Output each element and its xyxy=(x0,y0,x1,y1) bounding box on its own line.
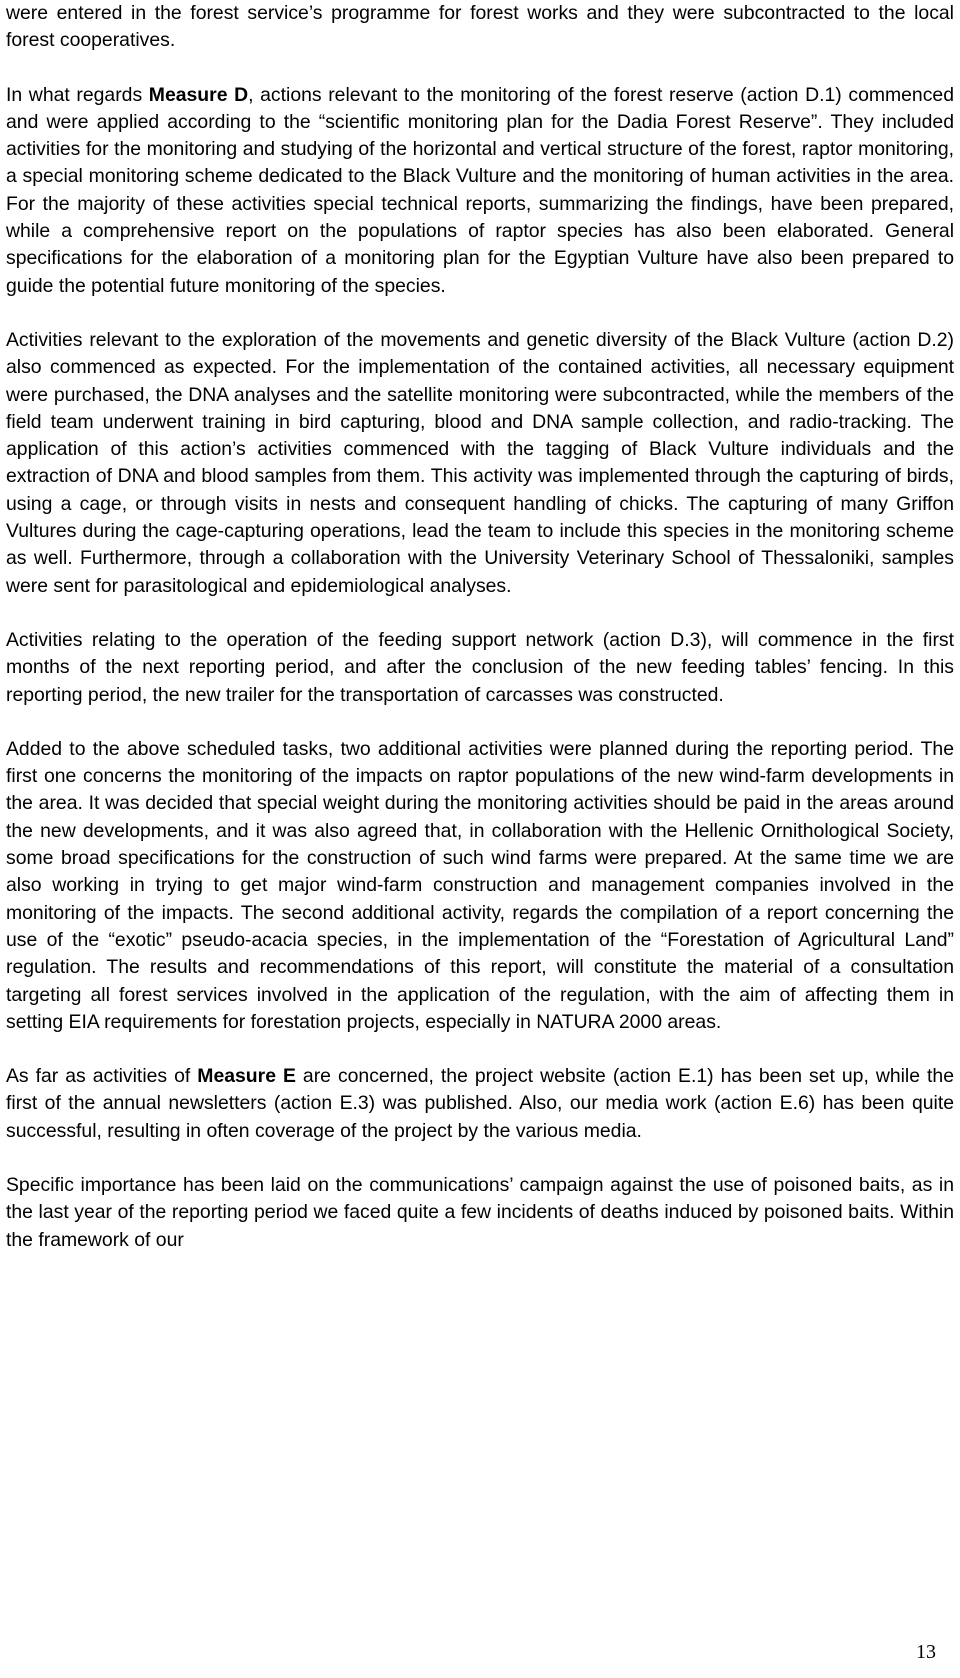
paragraph-poison-campaign: Specific importance has been laid on the communications’ campaign against the use of poisoned baits, as in the last year of the reporting period we faced quite a few incidents of deaths induced by poisoned baits. Within the framework of our xyxy=(6,1173,954,1251)
paragraph-measure-e xyxy=(6,1063,954,1145)
paragraph-measure-e-body: are concerned, the project website (action E.1) has been set up, while the first of the annual newsletters (action E.3) was published. Also, our media work (action E.6) has been quite successful, resulting in often coverage of the project by the various media. xyxy=(6,1065,954,1142)
paragraph-action-d3: Activities relating to the operation of the feeding support network (action D.3), will commence in the first months of the next reporting period, and after the conclusion of the new feeding tables’ fencing. In this reporting period, the new trailer for the transportation of carcasses was constructed. xyxy=(6,628,954,706)
paragraph-forest-works-continuation: were entered in the forest service’s programme for forest works and they were subcontracted to the local forest cooperatives. xyxy=(6,2,954,52)
document-body xyxy=(6,0,954,1254)
paragraph-measure-d xyxy=(6,82,954,300)
page-number: 13 xyxy=(916,1641,936,1663)
measure-d-heading: Measure D xyxy=(148,83,249,106)
paragraph-measure-d-lead: In what regards xyxy=(6,83,149,106)
paragraph-action-d2: Activities relevant to the exploration of the movements and genetic diversity of the Black Vulture (action D.2) also commenced as expected. For the implementation of the contained activities, all necessary equipment were purchased, the DNA analyses and the satellite monitoring were subcontracted, while the members of the field team underwent training in bird capturing, blood and DNA sample collection, and radio-tracking. The application of this action’s activities commenced with the tagging of Black Vulture individuals and the extraction of DNA and blood samples from them. This activity was implemented through the capturing of birds, using a cage, or through visits in nests and consequent handling of chicks. The capturing of many Griffon Vultures during the cage-capturing operations, lead the team to include this species in the monitoring scheme as well. Furthermore, through a collaboration with the University Veterinary School of Thessaloniki, samples were sent for parasitological and epidemiological analyses. xyxy=(6,328,954,597)
paragraph-additional-activities: Added to the above scheduled tasks, two additional activities were planned during the reporting period. The first one concerns the monitoring of the impacts on raptor populations of the new wind-farm developments in the area. It was decided that special weight during the monitoring activities should be paid in the areas around the new developments, and it was also agreed that, in collaboration with the Hellenic Ornithological Society, some broad specifications for the construction of such wind farms were prepared. At the same time we are also working in trying to get major wind-farm construction and management companies involved in the monitoring of the impacts. The second additional activity, regards the compilation of a report concerning the use of the “exotic” pseudo-acacia species, in the implementation of the “Forestation of Agricultural Land” regulation. The results and recommendations of this report, will constitute the material of a consultation targeting all forest services involved in the application of the regulation, with the aim of affecting them in setting EIA requirements for forestation projects, especially in NATURA 2000 areas. xyxy=(6,737,954,1033)
measure-e-heading: Measure E xyxy=(197,1065,296,1088)
paragraph-measure-e-lead: As far as activities of xyxy=(6,1065,198,1088)
paragraph-measure-d-body: , actions relevant to the monitoring of the forest reserve (action D.1) commenced and were applied according to the “scientific monitoring plan for the Dadia Forest Reserve”. They included activities for the monitoring and studying of the horizontal and vertical structure of the forest, raptor monitoring, a special monitoring scheme dedicated to the Black Vulture and the monitoring of human activities in the area. For the majority of these activities special technical reports, summarizing the findings, have been prepared, while a comprehensive report on the populations of raptor species has also been elaborated. General specifications for the elaboration of a monitoring plan for the Egyptian Vulture have also been prepared to guide the potential future monitoring of the species. xyxy=(6,83,954,297)
